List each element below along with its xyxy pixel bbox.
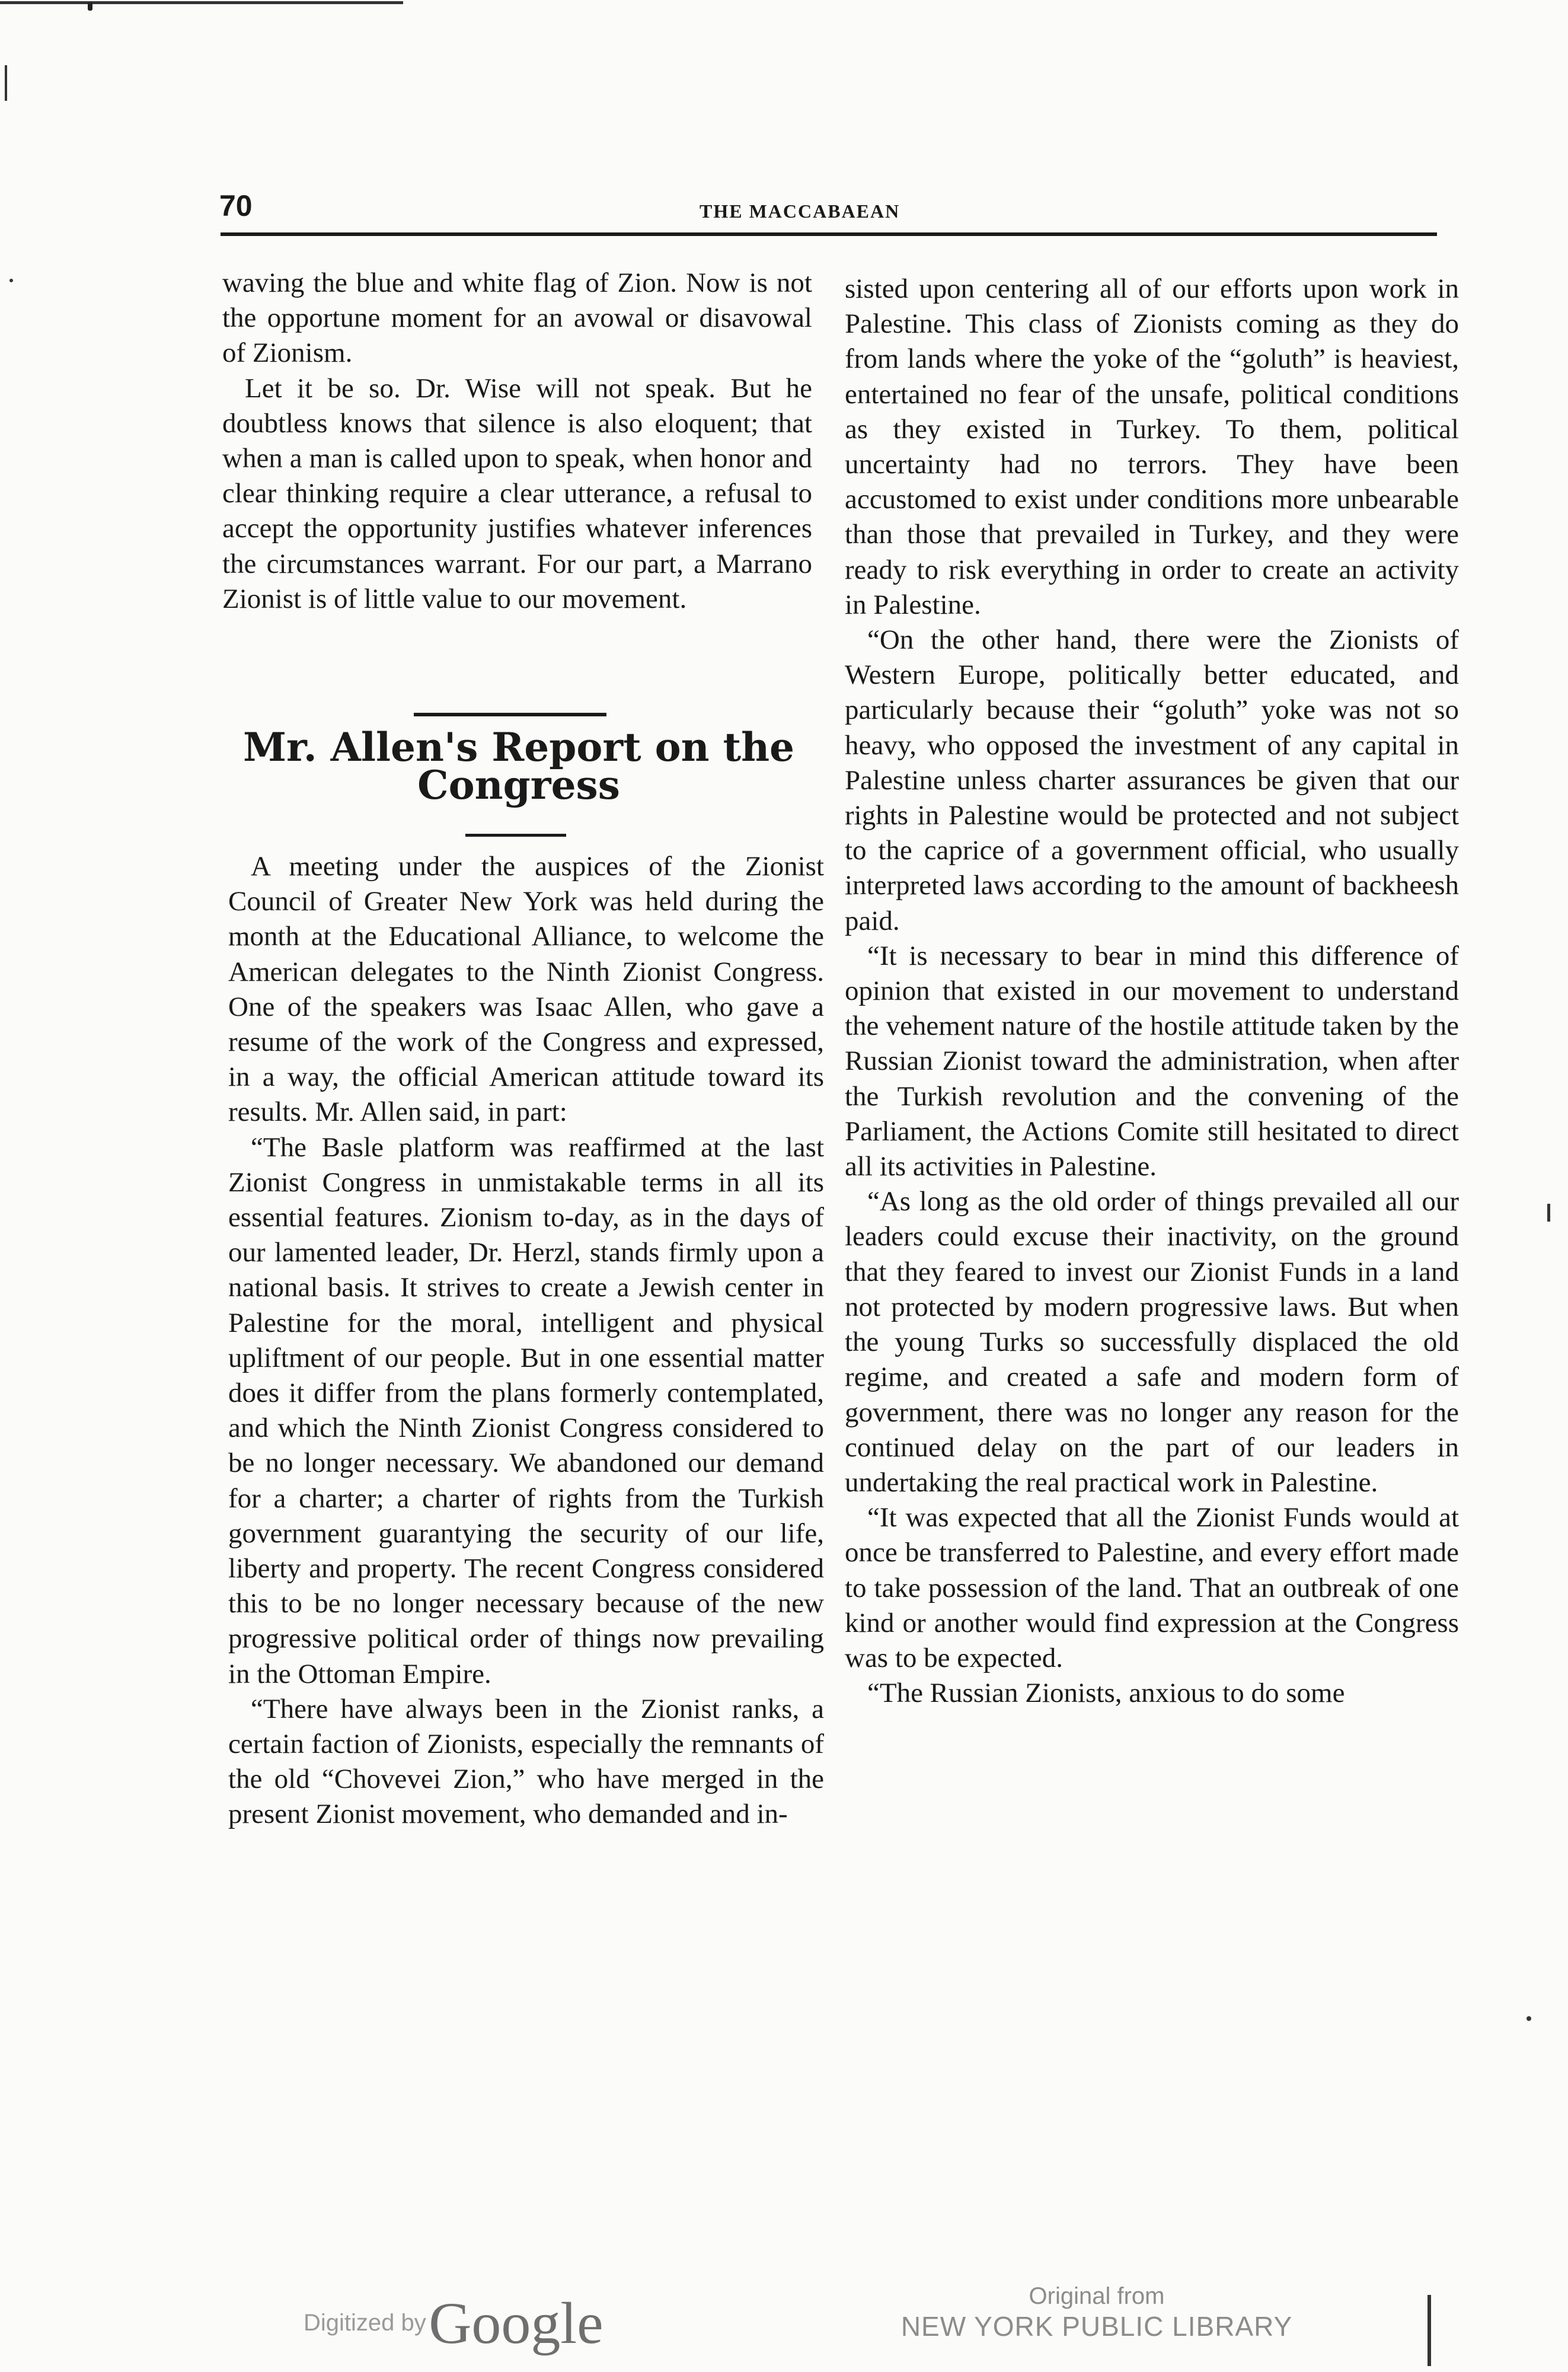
- article-title: Mr. Allen's Report on the Congress: [242, 724, 795, 808]
- scan-edge-mark: [1547, 1204, 1550, 1222]
- scan-edge-mark: [5, 65, 7, 101]
- header-rule: [221, 232, 1437, 236]
- library-name: NEW YORK PUBLIC LIBRARY: [900, 2311, 1293, 2342]
- paragraph: “It was expected that all the Zionist Funds would at once be transferred to Palestine, and every effort made to take possession of the land. That an outbreak of one kind or another would find expression at the Congress was to be expected.: [845, 1502, 1459, 1673]
- article-body-left: [228, 849, 824, 1832]
- paragraph: “It is necessary to bear in mind this difference of opinion that existed in our movement to understand the vehement nature of the hostile attitude taken by the Russian Zionist toward the administration, when after the Turkish revolution and the convening of the Parliament, the Actions Comite still hesitated to direct all its activities in Palestine.: [845, 940, 1459, 1182]
- paragraph: “The Basle platform was reaffirmed at the last Zionist Congress in unmistakable terms in all its essential features. Zionism to-day, as in the days of our lamented leader, Dr. Herzl, stands firmly upon a national basis. It strives to create a Jewish center in Palestine for the moral, intelligent and physical upliftment of our people. But in one essential matter does it differ from the plans formerly contemplated, and which the Ninth Zionist Congress considered to be no longer necessary. We abandoned our demand for a charter; a charter of rights from the Turkish government guarantying the security of our life, liberty and property. The recent Congress considered this to be no longer necessary because of the new progressive political order of things now prevailing in the Ottoman Empire.: [228, 1131, 824, 1689]
- left-column-intro: [222, 266, 812, 617]
- scan-speck: [9, 279, 13, 282]
- paragraph: waving the blue and white flag of Zion. Now is not the opportune moment for an avowal or disavowal of Zionism.: [222, 267, 812, 369]
- article-body-right: [845, 272, 1459, 1711]
- paragraph: “As long as the old order of things prevailed all our leaders could excuse their inactivity, on the ground that they feared to invest our Zionist Funds in a land not protected by modern progressive laws. But when the young Turks so successfully displaced the old regime, and created a safe and modern form of government, there was no longer any reason for the continued delay on the part of our leaders in undertaking the real practical work in Palestine.: [845, 1186, 1459, 1498]
- running-head: THE MACCABAEAN: [700, 200, 900, 222]
- paragraph: “The Russian Zionists, anxious to do some: [867, 1678, 1345, 1709]
- scan-edge-mark: [1428, 2295, 1431, 2366]
- paragraph: sisted upon centering all of our efforts upon work in Palestine. This class of Zionists coming as they do from lands where the yoke of the “goluth” is heaviest, entertained no fear of the unsafe, political conditions as they existed in Turkey. To them, political uncertainty had no terrors. They have been accustomed to exist under conditions more unbearable than those that prevailed in Turkey, and they were ready to risk everything in order to create an activity in Palestine.: [845, 273, 1459, 620]
- scan-speck: [1527, 2016, 1531, 2021]
- digitized-by-watermark: [304, 2289, 603, 2357]
- title-underline: [465, 834, 566, 837]
- section-divider: [414, 713, 606, 716]
- top-edge-mark: [88, 2, 92, 11]
- paragraph: “On the other hand, there were the Zionists of Western Europe, politically better educated, and particularly because their “goluth” yoke was not so heavy, who opposed the investment of any capital in Palestine unless charter assurances be given that our rights in Palestine would be protected and not subject to the caprice of a government official, who usually interpreted laws according to the amount of backheesh paid.: [845, 624, 1459, 936]
- google-logo: Google: [429, 2290, 603, 2356]
- original-from-label: Original from: [1029, 2283, 1165, 2309]
- top-edge-rule: [0, 1, 403, 4]
- library-watermark: [889, 2282, 1304, 2342]
- paragraph: Let it be so. Dr. Wise will not speak. But he doubtless knows that silence is also eloquent; that when a man is called upon to speak, when honor and clear thinking require a clear utterance, a refusal to accept the opportunity justifies whatever inferences the circumstances warrant. For our part, a Marrano Zionist is of little value to our movement.: [222, 372, 812, 614]
- page-number: 70: [219, 189, 253, 222]
- paragraph: “There have always been in the Zionist ranks, a certain faction of Zionists, especially the remnants of the old “Chovevei Zion,” who have merged in the present Zionist movement, who demanded and in-: [228, 1693, 824, 1830]
- paragraph: A meeting under the auspices of the Zionist Council of Greater New York was held during the month at the Educational Alliance, to welcome the American delegates to the Ninth Zionist Congress. One of the speakers was Isaac Allen, who gave a resume of the work of the Congress and expressed, in a way, the official American attitude toward its results. Mr. Allen said, in part:: [228, 851, 824, 1128]
- digitized-by-label: Digitized by: [304, 2310, 426, 2336]
